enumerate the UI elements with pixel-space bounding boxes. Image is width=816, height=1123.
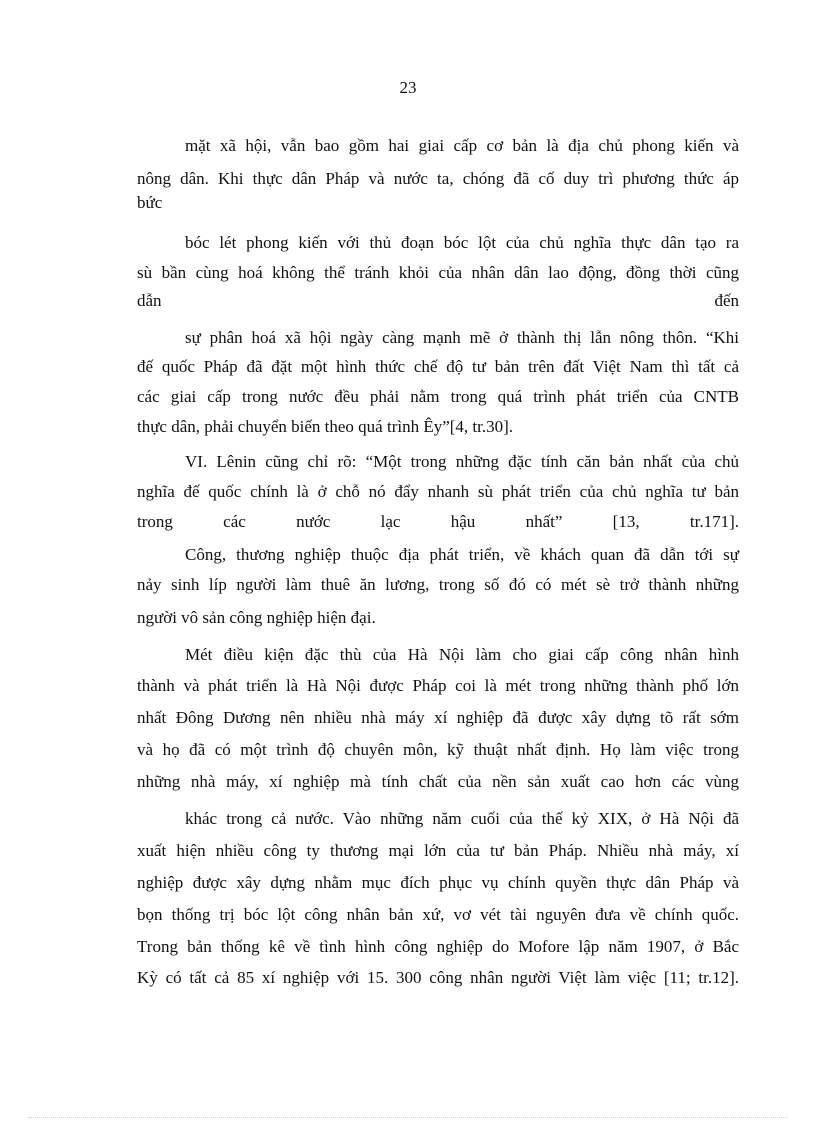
text-line: người vô sản công nghiệp hiện đại. (137, 608, 376, 627)
text-line: nhất Đông Dương nên nhiều nhà máy xí nghiệp đã được xây dựng tõ rất sớm (137, 708, 739, 727)
text-line: dẫn đến (137, 291, 739, 310)
text-line: trong các nước lạc hậu nhất” [13, tr.171]. (137, 512, 739, 531)
text-line: nghĩa đế quốc chính là ở chỗ nó đẩy nhanh sù phát triển của chủ nghĩa tư bản (137, 482, 739, 501)
text-line: bức (137, 193, 163, 212)
bottom-divider (28, 1117, 788, 1118)
text-line: xuất hiện nhiều công ty thương mại lớn của tư bản Pháp. Nhiều nhà máy, xí (137, 841, 739, 860)
text-line: Mét điều kiện đặc thù của Hà Nội làm cho giai cấp công nhân hình (185, 645, 739, 664)
text-line: nông dân. Khi thực dân Pháp và nước ta, chóng đã cố duy trì phương thức áp (137, 169, 739, 188)
text-line: Kỳ có tất cả 85 xí nghiệp với 15. 300 công nhân người Việt làm việc [11; tr.12]. (137, 968, 739, 987)
text-line: và họ đã có một trình độ chuyên môn, kỹ thuật nhất định. Họ làm việc trong (137, 740, 739, 759)
text-line: đế quốc Pháp đã đặt một hình thức chế độ tư bản trên đất Việt Nam thì tất cả (137, 357, 739, 376)
text-line: thực dân, phải chuyển biến theo quá trình Êy”[4, tr.30]. (137, 417, 514, 436)
text-line: bọn thống trị bóc lột công nhân bản xứ, vơ vét tài nguyên đưa về chính quốc. (137, 905, 739, 924)
text-line: những nhà máy, xí nghiệp mà tính chất của nền sản xuất cao hơn các vùng (137, 772, 739, 791)
text-line: nghiệp được xây dựng nhằm mục đích phục vụ chính quyền thực dân Pháp và (137, 873, 739, 892)
text-line: bóc lét phong kiến với thủ đoạn bóc lột của chủ nghĩa thực dân tạo ra (185, 233, 739, 252)
page-number: 23 (399, 78, 417, 97)
text-line: sự phân hoá xã hội ngày càng mạnh mẽ ở thành thị lẫn nông thôn. “Khi (185, 328, 739, 347)
text-line: mặt xã hội, vẫn bao gồm hai giai cấp cơ bản là địa chủ phong kiến và (185, 136, 739, 155)
text-line: Công, thương nghiệp thuộc địa phát triển, về khách quan đã dẫn tới sự (185, 545, 739, 564)
text-line: nảy sinh líp người làm thuê ăn lương, trong số đó có mét sè trở thành những (137, 575, 739, 594)
text-line: sù bần cùng hoá không thể tránh khỏi của nhân dân lao động, đồng thời cũng (137, 263, 739, 282)
text-line: khác trong cả nước. Vào những năm cuối của thế kỷ XIX, ở Hà Nội đã (185, 809, 739, 828)
text-line: các giai cấp trong nước đều phải nằm trong quá trình phát triển của CNTB (137, 387, 739, 406)
text-line: Trong bản thống kê về tình hình công nghiệp do Mofore lập năm 1907, ở Bắc (137, 937, 739, 956)
text-line: thành và phát triển là Hà Nội được Pháp coi là mét trong những thành phố lớn (137, 676, 739, 695)
text-line: VI. Lênin cũng chỉ rõ: “Một trong những đặc tính căn bản nhất của chủ (185, 452, 739, 471)
